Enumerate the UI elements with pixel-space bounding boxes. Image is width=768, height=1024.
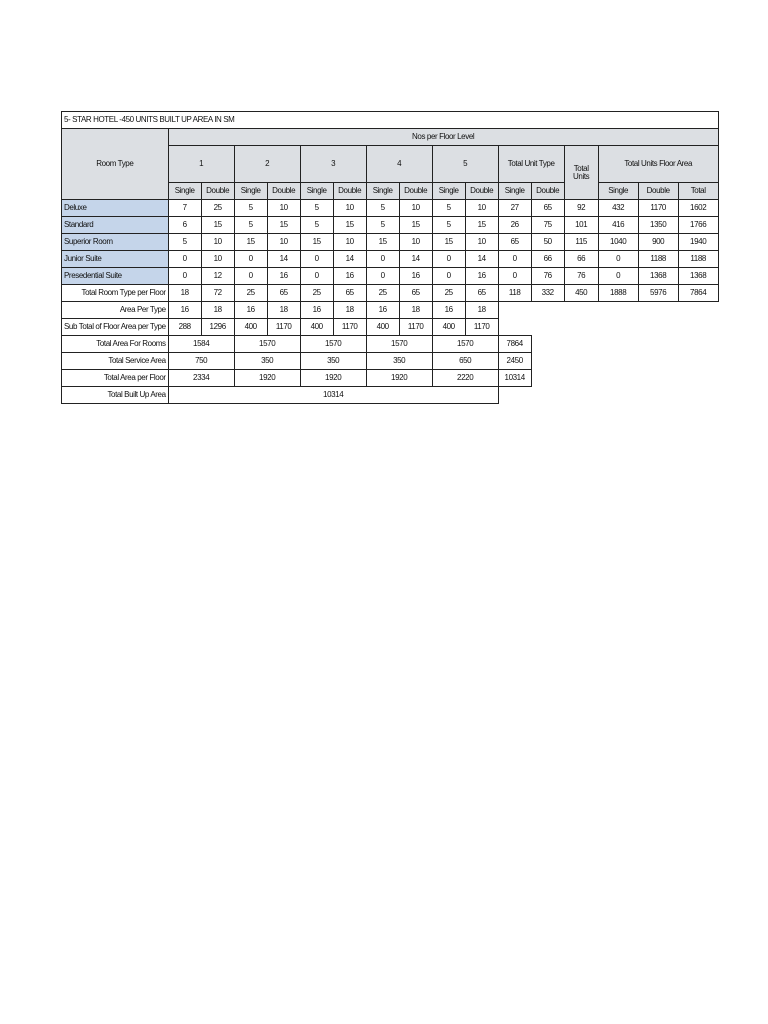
value-cell: 16 [366, 302, 399, 319]
value-cell: 50 [531, 234, 564, 251]
value-cell: 0 [168, 251, 201, 268]
value-cell: 1920 [300, 370, 366, 387]
value-cell: 16 [168, 302, 201, 319]
value-cell: 400 [300, 319, 333, 336]
value-cell: 16 [465, 268, 498, 285]
value-cell: 14 [333, 251, 366, 268]
value-cell: 16 [399, 268, 432, 285]
value-cell: 25 [201, 200, 234, 217]
value-cell: 18 [267, 302, 300, 319]
value-cell: 16 [267, 268, 300, 285]
total-area-floor-label: Total Area per Floor [62, 370, 169, 387]
value-cell: 10 [465, 200, 498, 217]
value-cell: 5 [300, 200, 333, 217]
sheet-title: 5- STAR HOTEL -450 UNITS BUILT UP AREA IN SM [62, 112, 719, 129]
value-cell: 5 [366, 217, 399, 234]
value-cell: 1040 [598, 234, 638, 251]
table-row [62, 200, 719, 217]
value-cell: 1368 [678, 268, 718, 285]
header-floor-3: 3 [300, 146, 366, 183]
header-double: Double [465, 183, 498, 200]
header-double: Double [201, 183, 234, 200]
value-cell: 1570 [300, 336, 366, 353]
value-cell: 5 [432, 200, 465, 217]
table-row [62, 353, 719, 370]
value-cell: 66 [564, 251, 598, 268]
value-cell: 1170 [638, 200, 678, 217]
value-cell: 650 [432, 353, 498, 370]
value-cell: 18 [333, 302, 366, 319]
value-cell: 0 [498, 251, 531, 268]
total-cell: 2450 [498, 353, 531, 370]
total-built-up-label: Total Built Up Area [62, 387, 169, 404]
value-cell: 6 [168, 217, 201, 234]
value-cell: 12 [201, 268, 234, 285]
value-cell: 1940 [678, 234, 718, 251]
empty-cell [531, 336, 718, 353]
table-row [62, 302, 719, 319]
value-cell: 16 [333, 268, 366, 285]
table-row [62, 319, 719, 336]
value-cell: 7 [168, 200, 201, 217]
table-row [62, 251, 719, 268]
value-cell: 5 [168, 234, 201, 251]
value-cell: 5976 [638, 285, 678, 302]
header-double: Double [267, 183, 300, 200]
value-cell: 14 [267, 251, 300, 268]
value-cell: 0 [234, 251, 267, 268]
header-single: Single [598, 183, 638, 200]
value-cell: 1570 [366, 336, 432, 353]
value-cell: 65 [531, 200, 564, 217]
value-cell: 118 [498, 285, 531, 302]
value-cell: 1170 [399, 319, 432, 336]
value-cell: 5 [234, 200, 267, 217]
value-cell: 92 [564, 200, 598, 217]
header-nos-per-floor: Nos per Floor Level [168, 129, 718, 146]
value-cell: 1170 [267, 319, 300, 336]
value-cell: 1766 [678, 217, 718, 234]
value-cell: 0 [498, 268, 531, 285]
header-double: Double [333, 183, 366, 200]
header-floor-1: 1 [168, 146, 234, 183]
value-cell: 900 [638, 234, 678, 251]
value-cell: 1570 [234, 336, 300, 353]
header-total-units: Total Units [564, 146, 598, 200]
table-row [62, 336, 719, 353]
value-cell: 16 [300, 302, 333, 319]
value-cell: 65 [399, 285, 432, 302]
area-per-type-label: Area Per Type [62, 302, 169, 319]
total-cell: 7864 [498, 336, 531, 353]
value-cell: 15 [267, 217, 300, 234]
value-cell: 0 [366, 268, 399, 285]
value-cell: 1188 [678, 251, 718, 268]
total-cell: 10314 [498, 370, 531, 387]
value-cell: 1888 [598, 285, 638, 302]
header-single: Single [432, 183, 465, 200]
value-cell: 10 [201, 251, 234, 268]
value-cell: 400 [432, 319, 465, 336]
value-cell: 115 [564, 234, 598, 251]
sub-total-area-label: Sub Total of Floor Area per Type [62, 319, 169, 336]
value-cell: 5 [234, 217, 267, 234]
table-row [62, 387, 719, 404]
header-double: Double [638, 183, 678, 200]
empty-cell [498, 319, 718, 336]
empty-cell [531, 370, 718, 387]
value-cell: 75 [531, 217, 564, 234]
value-cell: 7864 [678, 285, 718, 302]
value-cell: 25 [300, 285, 333, 302]
value-cell: 65 [498, 234, 531, 251]
value-cell: 18 [201, 302, 234, 319]
value-cell: 350 [300, 353, 366, 370]
value-cell: 15 [201, 217, 234, 234]
value-cell: 1188 [638, 251, 678, 268]
room-rows [62, 200, 719, 302]
table-row [62, 268, 719, 285]
value-cell: 400 [366, 319, 399, 336]
empty-cell [498, 387, 718, 404]
value-cell: 288 [168, 319, 201, 336]
value-cell: 2334 [168, 370, 234, 387]
value-cell: 15 [432, 234, 465, 251]
header-single: Single [168, 183, 201, 200]
header-floor-4: 4 [366, 146, 432, 183]
value-cell: 10 [267, 200, 300, 217]
value-cell: 10 [399, 234, 432, 251]
table-row [62, 234, 719, 251]
table-row [62, 285, 719, 302]
value-cell: 1920 [366, 370, 432, 387]
value-cell: 1350 [638, 217, 678, 234]
value-cell: 0 [234, 268, 267, 285]
room-type-label: Standard [62, 217, 169, 234]
value-cell: 0 [300, 268, 333, 285]
value-cell: 25 [234, 285, 267, 302]
value-cell: 1170 [333, 319, 366, 336]
value-cell: 1368 [638, 268, 678, 285]
value-cell: 76 [531, 268, 564, 285]
value-cell: 14 [465, 251, 498, 268]
value-cell: 2220 [432, 370, 498, 387]
header-total-units-floor-area: Total Units Floor Area [598, 146, 718, 183]
header-single: Single [498, 183, 531, 200]
header-single: Single [300, 183, 333, 200]
header-floor-2: 2 [234, 146, 300, 183]
value-cell: 0 [432, 251, 465, 268]
room-type-label: Presedential Suite [62, 268, 169, 285]
total-area-rooms-label: Total Area For Rooms [62, 336, 169, 353]
value-cell: 65 [465, 285, 498, 302]
value-cell: 25 [366, 285, 399, 302]
value-cell: 750 [168, 353, 234, 370]
table-row [62, 217, 719, 234]
value-cell: 0 [432, 268, 465, 285]
total-room-type-label: Total Room Type per Floor [62, 285, 169, 302]
value-cell: 10 [267, 234, 300, 251]
value-cell: 350 [234, 353, 300, 370]
empty-cell [498, 302, 718, 319]
value-cell: 72 [201, 285, 234, 302]
table-row [62, 370, 719, 387]
total-service-area-label: Total Service Area [62, 353, 169, 370]
value-cell: 0 [366, 251, 399, 268]
total-built-up-value: 10314 [168, 387, 498, 404]
value-cell: 76 [564, 268, 598, 285]
value-cell: 65 [267, 285, 300, 302]
value-cell: 15 [366, 234, 399, 251]
value-cell: 15 [465, 217, 498, 234]
empty-cell [531, 353, 718, 370]
header-single: Single [234, 183, 267, 200]
value-cell: 1584 [168, 336, 234, 353]
value-cell: 350 [366, 353, 432, 370]
value-cell: 25 [432, 285, 465, 302]
value-cell: 1570 [432, 336, 498, 353]
title-row [62, 112, 719, 129]
value-cell: 18 [465, 302, 498, 319]
value-cell: 10 [201, 234, 234, 251]
value-cell: 10 [399, 200, 432, 217]
value-cell: 1920 [234, 370, 300, 387]
value-cell: 5 [366, 200, 399, 217]
summary-rows [62, 302, 719, 404]
value-cell: 15 [399, 217, 432, 234]
value-cell: 1170 [465, 319, 498, 336]
value-cell: 18 [168, 285, 201, 302]
value-cell: 400 [234, 319, 267, 336]
value-cell: 1296 [201, 319, 234, 336]
value-cell: 15 [300, 234, 333, 251]
value-cell: 65 [333, 285, 366, 302]
value-cell: 10 [465, 234, 498, 251]
value-cell: 101 [564, 217, 598, 234]
value-cell: 450 [564, 285, 598, 302]
value-cell: 0 [300, 251, 333, 268]
value-cell: 15 [333, 217, 366, 234]
value-cell: 14 [399, 251, 432, 268]
value-cell: 416 [598, 217, 638, 234]
value-cell: 1602 [678, 200, 718, 217]
header-double: Double [531, 183, 564, 200]
value-cell: 332 [531, 285, 564, 302]
header-double: Double [399, 183, 432, 200]
value-cell: 18 [399, 302, 432, 319]
room-type-label: Deluxe [62, 200, 169, 217]
value-cell: 0 [598, 251, 638, 268]
value-cell: 0 [598, 268, 638, 285]
room-type-label: Junior Suite [62, 251, 169, 268]
value-cell: 16 [234, 302, 267, 319]
header-room-type: Room Type [62, 129, 169, 200]
value-cell: 432 [598, 200, 638, 217]
value-cell: 10 [333, 234, 366, 251]
header-row-1 [62, 129, 719, 146]
value-cell: 5 [432, 217, 465, 234]
value-cell: 5 [300, 217, 333, 234]
value-cell: 27 [498, 200, 531, 217]
room-type-label: Superior Room [62, 234, 169, 251]
header-single: Single [366, 183, 399, 200]
value-cell: 10 [333, 200, 366, 217]
header-total: Total [678, 183, 718, 200]
header-total-unit-type: Total Unit Type [498, 146, 564, 183]
hotel-area-table [61, 111, 719, 404]
value-cell: 16 [432, 302, 465, 319]
value-cell: 66 [531, 251, 564, 268]
header-floor-5: 5 [432, 146, 498, 183]
value-cell: 15 [234, 234, 267, 251]
value-cell: 0 [168, 268, 201, 285]
value-cell: 26 [498, 217, 531, 234]
